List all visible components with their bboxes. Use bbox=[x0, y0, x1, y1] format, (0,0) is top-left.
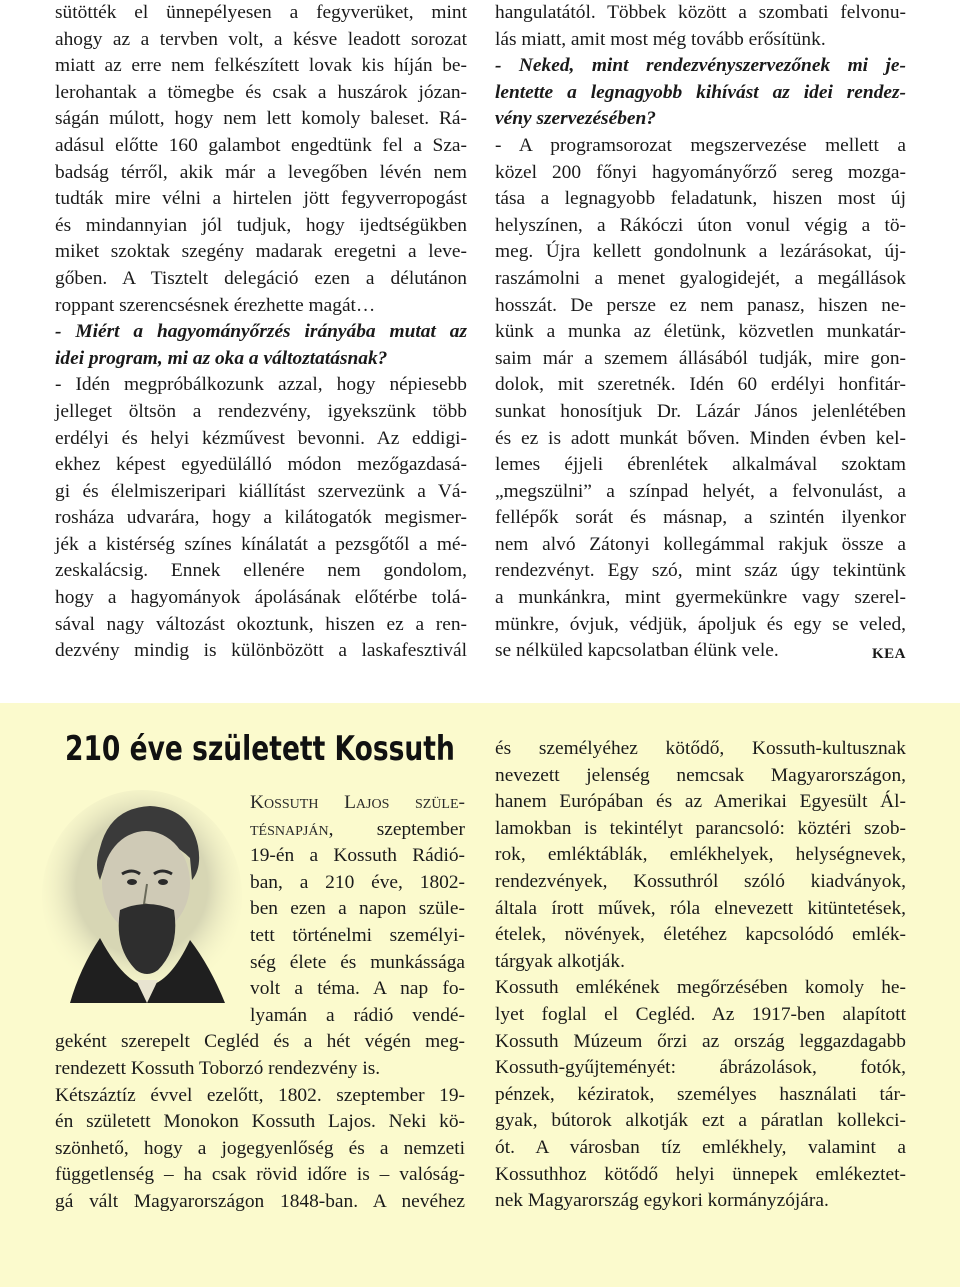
text-line: adásul előtte 160 galambot engedtünk fel a Sza- bbox=[55, 134, 467, 156]
text-line: hangulatától. Többek között a szombati felvonu- bbox=[495, 2, 906, 23]
text-line: volt a téma. A nap fo- bbox=[250, 978, 465, 1000]
text-line: Kossuthhoz kötődő helyi ünnepek emlékeztet- bbox=[495, 1163, 906, 1185]
interview-question: - Neked, mint rendezvényszervezőnek mi je- bbox=[495, 55, 906, 77]
text-line: sütötték el ünnepélyesen a fegyverüket, mint bbox=[55, 2, 467, 23]
text-line: raszámolni a menet gyalogidejét, a megállások bbox=[495, 267, 906, 289]
text-line: lamokban is tekintélyt parancsoló: köztéri szob- bbox=[495, 817, 906, 839]
text-line: Kétszáztíz évvel ezelőtt, 1802. szeptember 19- bbox=[55, 1084, 465, 1106]
text-line: ban, a 210 éve, 1802- bbox=[250, 871, 465, 893]
text-line: gi és élelmiszeripari kiállítást szervezünk a Vá- bbox=[55, 480, 467, 502]
text-line: ót. A városban tíz emlékhely, valamint a bbox=[495, 1136, 906, 1158]
text-line: szönhető, hogy a jogegyenlőség és a nemzeti bbox=[55, 1137, 465, 1159]
text-line: tudták mire vélni a hirtelen jött fegyverropogást bbox=[55, 188, 467, 210]
text-line: Kossuth-gyűjteményét: ábrázolások, fotók, bbox=[495, 1057, 906, 1079]
text-line: és mindannyian jól tudjuk, hogy ijedtségükben bbox=[55, 214, 467, 236]
interview-question: vény szervezésében? bbox=[495, 108, 656, 130]
text-line: roppant szerencsésnek érezhette magát… bbox=[55, 294, 376, 316]
text-line: a munkánkra, mint gyermekünkre vagy szerel- bbox=[495, 587, 906, 609]
text-line: tárgyak alkotják. bbox=[495, 950, 625, 972]
text-line: gá vált Magyarországon 1848-ban. A nevéhez bbox=[55, 1190, 465, 1212]
interview-question: lentette a legnagyobb kihívást az idei rendez- bbox=[495, 81, 906, 103]
article-column-top-left bbox=[55, 0, 467, 665]
text-line: és személyéhez kötődő, Kossuth-kultusznak bbox=[495, 738, 906, 759]
text-line: általa írott művek, róla elnevezett kitüntetések, bbox=[495, 897, 906, 919]
text-line: künk a munka az életünk, közvetlen munkatár- bbox=[495, 321, 906, 343]
text-line: hogy a hagyományok ápolásának előtérbe tolá- bbox=[55, 587, 467, 609]
article-column-top-right bbox=[495, 0, 906, 668]
text-line: ség élete és munkássága bbox=[250, 951, 465, 973]
text-line: rosháza udvarára, hogy a kilátogatók megismer- bbox=[55, 507, 467, 529]
lead-smallcaps: tésnapján bbox=[250, 818, 329, 840]
text-line: tása a legnagyobb feladatunk, hiszen most új bbox=[495, 188, 906, 210]
text-line: badság térről, akik már a levegőben lévén nem bbox=[55, 161, 467, 183]
text-line: ételek, növények, életéhez kapcsolódó emlék- bbox=[495, 924, 906, 946]
text-line: ságán múlott, hogy nem lett komoly baleset. Rá- bbox=[55, 108, 467, 130]
text-line: fellépők sorát és másnap, a szintén ilyenkor bbox=[495, 507, 906, 529]
text-line: nevezett jelenség nemcsak Magyarországon, bbox=[495, 764, 906, 786]
interview-question: idei program, mi az oka a változtatásnak? bbox=[55, 347, 388, 369]
text-line: közel 200 főnyi hagyományőrző sereg mozga- bbox=[495, 161, 906, 183]
lead-line bbox=[250, 817, 465, 844]
text-fragment: se nélküled kapcsolatban élünk vele. bbox=[495, 640, 779, 662]
text-line: rendezvények, Kossuthról szóló kiadványok, bbox=[495, 870, 906, 892]
text-line: dezvény mindig is különbözött a laskafesztivál bbox=[55, 640, 467, 662]
text-line: rok, emléktáblák, emlékhelyek, helységnevek, bbox=[495, 844, 906, 866]
text-line: miket szoktak szegény madarak eregetni a leve- bbox=[55, 241, 467, 263]
text-line: ahogy az a tervben volt, a késve leadott sorozat bbox=[55, 28, 467, 50]
text-line: Kossuth Múzeum őrzi az ország leggazdagabb bbox=[495, 1030, 906, 1052]
text-line: geként szerepelt Cegléd és a hét végén meg- bbox=[55, 1031, 465, 1053]
text-line: rendezett Kossuth Toborzó rendezvény is. bbox=[55, 1057, 381, 1079]
text-line: nem alvó Zátonyi kollegámmal rakjuk össze a bbox=[495, 533, 906, 555]
interview-question: - Miért a hagyományőrzés irányába mutat az bbox=[55, 321, 467, 343]
text-line: erdélyi és helyi kézművest bevonni. Az eddigi- bbox=[55, 427, 467, 449]
author-signature: KEA bbox=[871, 646, 906, 663]
text-line: ekhez képest egyedülálló módon mezőgazdasá- bbox=[55, 454, 467, 476]
lead-line bbox=[250, 790, 465, 817]
text-line: sunkat honosítjuk Dr. Lázár János jelenlétében bbox=[495, 400, 906, 422]
text-line: hosszát. De persze ez nem panasz, hiszen ne- bbox=[495, 294, 906, 316]
text-line: - Idén megpróbálkozunk azzal, hogy népiesebb bbox=[55, 374, 467, 396]
text-line: miatt az erre nem felkészített lovak kis híján be- bbox=[55, 55, 467, 77]
text-line: meg. Újra kellett gondolnunk a lezárásokat, új- bbox=[495, 241, 906, 263]
text-line: helyszínen, a Rákóczi úton vonul végig a tö- bbox=[495, 214, 906, 236]
text-line: én született Monokon Kossuth Lajos. Neki kö- bbox=[55, 1111, 465, 1133]
text-line: ben ezen a napon szüle- bbox=[250, 898, 465, 920]
text-line: függetlenség – ha csak rövid időre is – valóság- bbox=[55, 1164, 465, 1186]
text-fragment: , szeptember bbox=[328, 818, 465, 840]
text-line: rendezvényt. Egy szó, mint száz úgy tekintünk bbox=[495, 560, 906, 582]
text-line: gőben. A Tisztelt delegáció ezen a délutánon bbox=[55, 267, 467, 289]
text-line: saim már a szemem állásából tudják, mire gon- bbox=[495, 347, 906, 369]
text-line-with-signature bbox=[495, 638, 906, 665]
text-line: gyak, bútorok alkotják ezt a páratlan kollekci- bbox=[495, 1110, 906, 1132]
kossuth-column-left bbox=[55, 790, 465, 1216]
text-line: jék a kistérség színes kínálatát a pezsgőtől a mé- bbox=[55, 533, 467, 555]
text-line: lás miatt, amit most még tovább erősítünk. bbox=[495, 28, 826, 50]
text-line: zeskalácsig. Ennek ellenére nem gondolom, bbox=[55, 560, 467, 582]
text-line: dolok, mit szeretnék. Idén 60 erdélyi honfitár- bbox=[495, 374, 906, 396]
text-line: Kossuth emlékének megőrzésében komoly he- bbox=[495, 977, 906, 999]
text-line: 19-én a Kossuth Rádió- bbox=[250, 845, 465, 867]
text-line: jelleget öltsön a rendezvény, igyekszünk több bbox=[55, 400, 467, 422]
text-line: nek Magyarország egykori kormányzójára. bbox=[495, 1190, 829, 1212]
lead-smallcaps: Kossuth Lajos szüle- bbox=[250, 792, 465, 813]
text-line: lyamán a rádió vendé- bbox=[250, 1004, 465, 1026]
text-line: sával nagy változást okoztunk, hiszen ez a ren- bbox=[55, 613, 467, 635]
text-line: hanem Európában és az Amerikai Egyesült Ál- bbox=[495, 791, 906, 813]
text-line: tett történelmi személyi- bbox=[250, 924, 465, 946]
text-line: „megszülni” a színpad helyét, a felvonulást, a bbox=[495, 480, 906, 502]
text-line: és ez is adott munkát bőven. Minden évben kel- bbox=[495, 427, 906, 449]
kossuth-column-right bbox=[495, 736, 906, 1215]
text-line: münkre, óvjuk, védjük, ápoljuk és egy se veled, bbox=[495, 613, 906, 635]
kossuth-sidebar-box bbox=[0, 703, 960, 1287]
article-title: 210 éve született Kossuth bbox=[65, 729, 455, 769]
text-line: - A programsorozat megszervezése mellett a bbox=[495, 134, 906, 156]
text-line: lerohantak a tömegbe és csak a huszárok józan- bbox=[55, 81, 467, 103]
text-line: lyet foglal el Cegléd. Az 1917-ben alapított bbox=[495, 1003, 906, 1025]
text-line: lemes éjjeli ébrenlétek alkalmával szoktam bbox=[495, 454, 906, 476]
text-line: pénzek, kéziratok, személyes használati tár- bbox=[495, 1083, 906, 1105]
